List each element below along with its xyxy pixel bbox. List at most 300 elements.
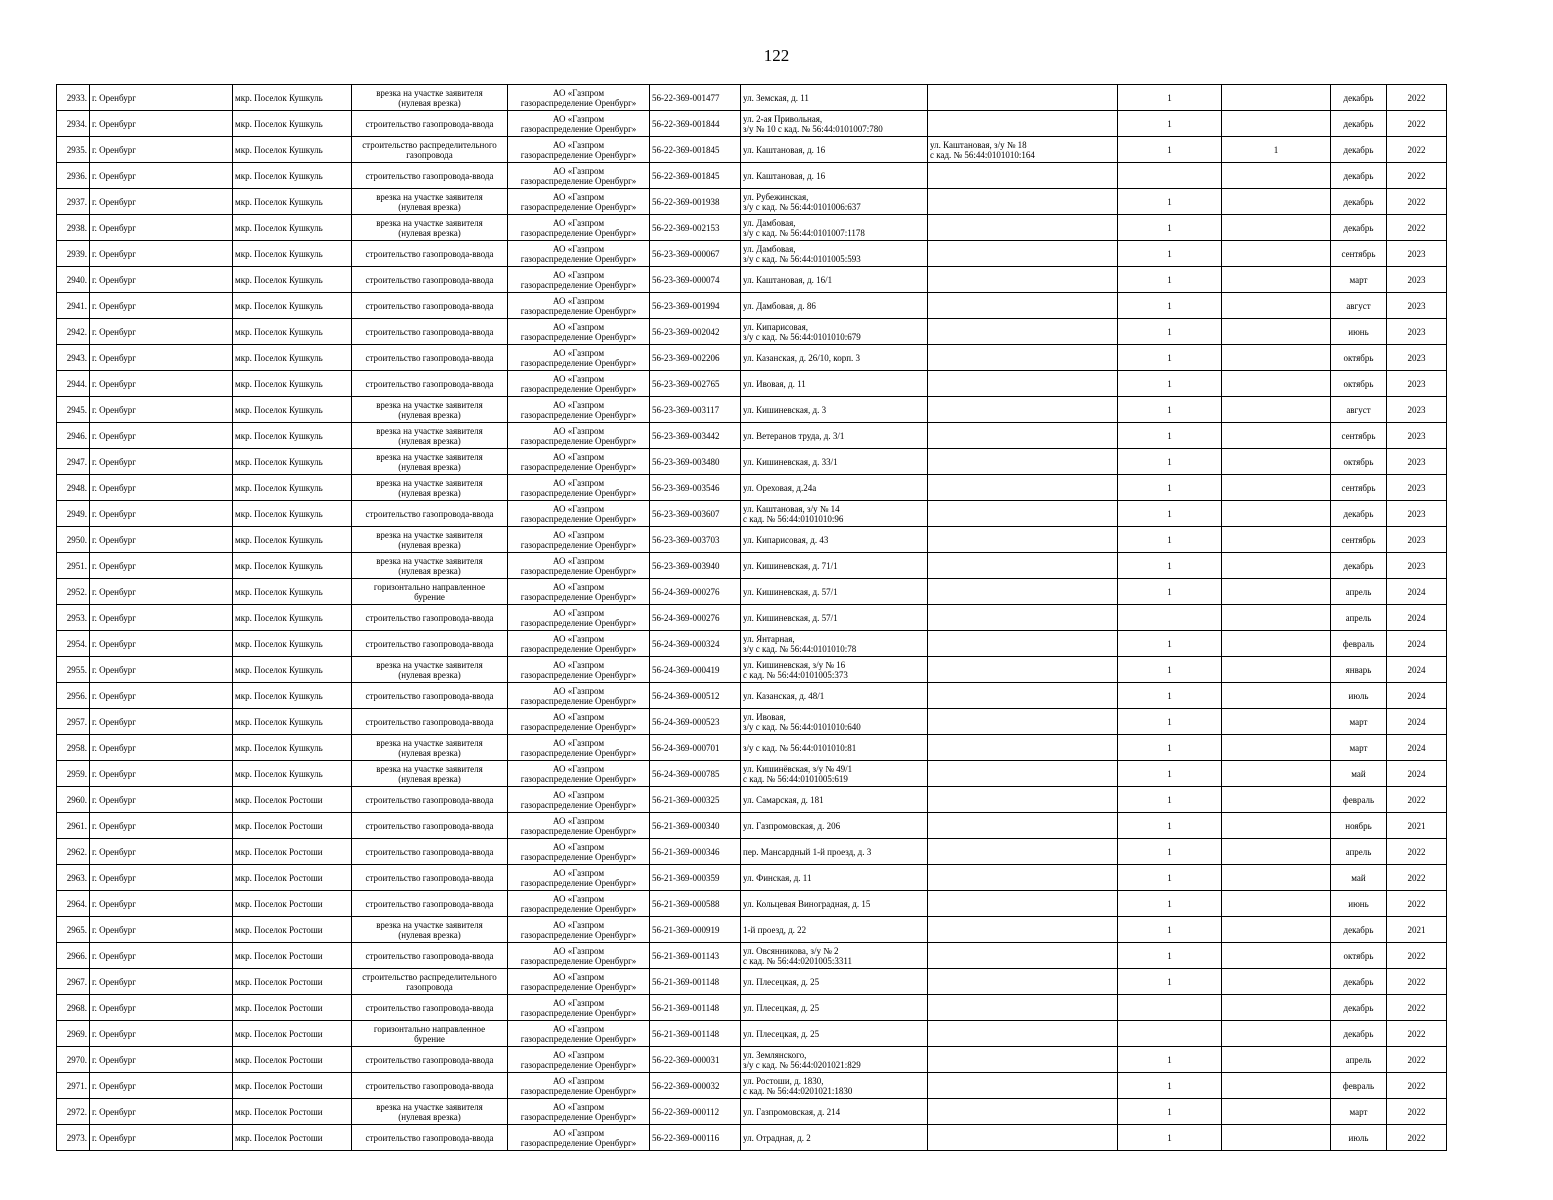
district-cell: мкр. Поселок Ростоши	[233, 891, 352, 917]
month-cell: октябрь	[1331, 449, 1387, 475]
address-cell	[741, 267, 928, 293]
address-cell	[741, 969, 928, 995]
organization-cell-line: АО «Газпром	[552, 945, 605, 956]
request-code-cell: 56-23-369-003480	[650, 449, 741, 475]
request-code-cell: 56-22-369-000112	[650, 1099, 741, 1125]
district-cell: мкр. Поселок Ростоши	[233, 969, 352, 995]
address-cell	[741, 631, 928, 657]
organization-cell-line: АО «Газпром	[552, 451, 605, 462]
address-cell-line: ул. Ростоши, д. 1830,	[743, 1075, 824, 1086]
month-cell: декабрь	[1331, 163, 1387, 189]
address-cell-line: ул. Дамбовая, д. 86	[743, 300, 816, 311]
connected-address-cell	[928, 345, 1118, 371]
organization-cell	[508, 527, 650, 553]
row-number: 2937.	[57, 189, 90, 215]
connected-address-cell	[928, 215, 1118, 241]
quantity-extra-cell	[1222, 345, 1331, 371]
district-cell: мкр. Поселок Кушкуль	[233, 215, 352, 241]
work-type-cell	[352, 371, 508, 397]
organization-cell-line: АО «Газпром	[552, 1049, 605, 1060]
address-cell	[741, 475, 928, 501]
organization-cell-line: АО «Газпром	[552, 633, 605, 644]
request-code-cell: 56-23-369-003940	[650, 553, 741, 579]
quantity-cell: 1	[1118, 1125, 1222, 1151]
district-cell: мкр. Поселок Кушкуль	[233, 371, 352, 397]
table-row	[57, 85, 1447, 111]
address-cell-line: с кад. № 56:44:0201021:1830	[743, 1085, 853, 1096]
request-code-cell: 56-21-369-001143	[650, 943, 741, 969]
address-cell-line: з/у № 10 с кад. № 56:44:0101007:780	[743, 123, 883, 134]
address-cell-line: з/у с кад. № 56:44:0101006:637	[743, 201, 861, 212]
connected-address-cell	[928, 241, 1118, 267]
request-code-cell: 56-24-369-000785	[650, 761, 741, 787]
city-cell: г. Оренбург	[90, 319, 233, 345]
work-type-cell-line: газопровода	[406, 981, 453, 992]
request-code-cell: 56-23-369-002765	[650, 371, 741, 397]
connected-address-cell	[928, 605, 1118, 631]
connected-address-cell	[928, 657, 1118, 683]
district-cell: мкр. Поселок Кушкуль	[233, 163, 352, 189]
year-cell: 2023	[1387, 423, 1447, 449]
organization-cell-line: газораспределение Оренбург»	[520, 357, 637, 368]
organization-cell-line: АО «Газпром	[552, 1101, 605, 1112]
row-number: 2941.	[57, 293, 90, 319]
quantity-extra-cell	[1222, 579, 1331, 605]
row-number: 2940.	[57, 267, 90, 293]
city-cell: г. Оренбург	[90, 709, 233, 735]
quantity-cell: 1	[1118, 85, 1222, 111]
month-cell: апрель	[1331, 839, 1387, 865]
organization-cell	[508, 787, 650, 813]
work-type-cell-line: (нулевая врезка)	[398, 227, 461, 238]
request-code-cell: 56-22-369-000032	[650, 1073, 741, 1099]
city-cell: г. Оренбург	[90, 371, 233, 397]
city-cell: г. Оренбург	[90, 1099, 233, 1125]
quantity-extra-cell	[1222, 215, 1331, 241]
request-code-cell: 56-24-369-000419	[650, 657, 741, 683]
work-type-cell-line: (нулевая врезка)	[398, 487, 461, 498]
address-cell-line: пер. Мансардный 1-й проезд, д. 3	[743, 846, 872, 857]
district-cell: мкр. Поселок Кушкуль	[233, 475, 352, 501]
organization-cell-line: АО «Газпром	[552, 1127, 605, 1138]
organization-cell	[508, 449, 650, 475]
address-cell	[741, 85, 928, 111]
organization-cell-line: АО «Газпром	[552, 711, 605, 722]
year-cell: 2024	[1387, 761, 1447, 787]
city-cell: г. Оренбург	[90, 267, 233, 293]
year-cell: 2022	[1387, 969, 1447, 995]
quantity-extra-cell	[1222, 1125, 1331, 1151]
address-cell	[741, 1047, 928, 1073]
row-number: 2957.	[57, 709, 90, 735]
quantity-cell: 1	[1118, 579, 1222, 605]
quantity-cell: 1	[1118, 1099, 1222, 1125]
connected-address-cell	[928, 163, 1118, 189]
city-cell: г. Оренбург	[90, 345, 233, 371]
address-cell-line: ул. Кольцевая Виноградная, д. 15	[743, 898, 871, 909]
organization-cell	[508, 891, 650, 917]
quantity-extra-cell	[1222, 527, 1331, 553]
address-cell-line: з/у с кад. № 56:44:0101005:593	[743, 253, 861, 264]
year-cell: 2022	[1387, 215, 1447, 241]
connected-address-cell	[928, 579, 1118, 605]
year-cell: 2023	[1387, 345, 1447, 371]
work-type-cell	[352, 345, 508, 371]
district-cell: мкр. Поселок Ростоши	[233, 813, 352, 839]
organization-cell-line: газораспределение Оренбург»	[520, 201, 637, 212]
row-number: 2966.	[57, 943, 90, 969]
row-number: 2946.	[57, 423, 90, 449]
address-cell	[741, 189, 928, 215]
year-cell: 2024	[1387, 683, 1447, 709]
district-cell: мкр. Поселок Кушкуль	[233, 267, 352, 293]
quantity-extra-cell	[1222, 501, 1331, 527]
quantity-extra-cell	[1222, 475, 1331, 501]
organization-cell	[508, 709, 650, 735]
connected-address-cell	[928, 553, 1118, 579]
quantity-cell: 1	[1118, 501, 1222, 527]
row-number: 2954.	[57, 631, 90, 657]
request-code-cell: 56-21-369-001148	[650, 995, 741, 1021]
work-type-cell	[352, 657, 508, 683]
organization-cell-line: газораспределение Оренбург»	[520, 97, 637, 108]
organization-cell-line: АО «Газпром	[552, 971, 605, 982]
year-cell: 2022	[1387, 111, 1447, 137]
quantity-extra-cell	[1222, 423, 1331, 449]
organization-cell-line: газораспределение Оренбург»	[520, 643, 637, 654]
request-code-cell: 56-23-369-002042	[650, 319, 741, 345]
connected-address-cell	[928, 1125, 1118, 1151]
table-row	[57, 293, 1447, 319]
city-cell: г. Оренбург	[90, 813, 233, 839]
connected-address-cell	[928, 1021, 1118, 1047]
address-cell-line: ул. Плесецкая, д. 25	[743, 976, 820, 987]
address-cell-line: ул. Ивовая,	[743, 711, 786, 722]
row-number: 2944.	[57, 371, 90, 397]
organization-cell	[508, 605, 650, 631]
district-cell: мкр. Поселок Кушкуль	[233, 345, 352, 371]
work-type-cell-line: газопровода	[406, 149, 453, 160]
organization-cell-line: газораспределение Оренбург»	[520, 461, 637, 472]
row-number: 2950.	[57, 527, 90, 553]
year-cell: 2023	[1387, 397, 1447, 423]
city-cell: г. Оренбург	[90, 891, 233, 917]
connected-address-cell	[928, 943, 1118, 969]
organization-cell-line: АО «Газпром	[552, 763, 605, 774]
work-type-cell-line: бурение	[414, 591, 445, 602]
district-cell: мкр. Поселок Кушкуль	[233, 241, 352, 267]
organization-cell	[508, 683, 650, 709]
work-type-cell	[352, 995, 508, 1021]
month-cell: декабрь	[1331, 501, 1387, 527]
organization-cell-line: газораспределение Оренбург»	[520, 565, 637, 576]
organization-cell-line: газораспределение Оренбург»	[520, 721, 637, 732]
month-cell: сентябрь	[1331, 475, 1387, 501]
table-row	[57, 579, 1447, 605]
district-cell: мкр. Поселок Ростоши	[233, 995, 352, 1021]
address-cell-line: ул. Каштановая, д. 16/1	[743, 274, 833, 285]
address-cell-line: ул. Каштановая, д. 16	[743, 144, 826, 155]
year-cell: 2023	[1387, 371, 1447, 397]
address-cell-line: ул. Каштановая, д. 16	[743, 170, 826, 181]
year-cell: 2021	[1387, 917, 1447, 943]
work-type-cell	[352, 605, 508, 631]
work-type-cell-line: строительство газопровода-ввода	[365, 950, 494, 961]
organization-cell	[508, 163, 650, 189]
row-number: 2947.	[57, 449, 90, 475]
work-type-cell	[352, 969, 508, 995]
address-cell	[741, 605, 928, 631]
address-cell-line: з/у с кад. № 56:44:0101007:1178	[743, 227, 865, 238]
table-row	[57, 163, 1447, 189]
request-code-cell: 56-21-369-001148	[650, 969, 741, 995]
row-number: 2973.	[57, 1125, 90, 1151]
row-number: 2971.	[57, 1073, 90, 1099]
connected-address-cell	[928, 527, 1118, 553]
row-number: 2938.	[57, 215, 90, 241]
month-cell: сентябрь	[1331, 527, 1387, 553]
organization-cell-line: газораспределение Оренбург»	[520, 123, 637, 134]
table-row	[57, 839, 1447, 865]
page-number: 122	[763, 46, 790, 65]
organization-cell-line: газораспределение Оренбург»	[520, 513, 637, 524]
organization-cell-line: АО «Газпром	[552, 607, 605, 618]
address-cell-line: ул. Кипарисовая, д. 43	[743, 534, 829, 545]
request-code-cell: 56-22-369-001844	[650, 111, 741, 137]
organization-cell	[508, 111, 650, 137]
quantity-extra-cell	[1222, 631, 1331, 657]
work-type-cell-line: строительство газопровода-ввода	[365, 326, 494, 337]
connected-address-cell	[928, 995, 1118, 1021]
quantity-extra-cell	[1222, 241, 1331, 267]
address-cell-line: ул. Янтарная,	[743, 633, 795, 644]
work-type-cell-line: строительство газопровода-ввода	[365, 378, 494, 389]
work-type-cell-line: строительство газопровода-ввода	[365, 872, 494, 883]
table-row	[57, 423, 1447, 449]
table-row	[57, 189, 1447, 215]
row-number: 2961.	[57, 813, 90, 839]
work-type-cell-line: врезка на участке заявителя	[376, 737, 483, 748]
year-cell: 2024	[1387, 631, 1447, 657]
month-cell: декабрь	[1331, 189, 1387, 215]
quantity-extra-cell	[1222, 1021, 1331, 1047]
table-row	[57, 865, 1447, 891]
year-cell: 2022	[1387, 839, 1447, 865]
request-code-cell: 56-21-369-000340	[650, 813, 741, 839]
connected-address-cell	[928, 423, 1118, 449]
work-type-cell-line: врезка на участке заявителя	[376, 191, 483, 202]
month-cell: сентябрь	[1331, 423, 1387, 449]
address-cell-line: ул. Кишиневская, д. 57/1	[743, 586, 838, 597]
row-number: 2934.	[57, 111, 90, 137]
quantity-cell: 1	[1118, 1073, 1222, 1099]
address-cell	[741, 293, 928, 319]
organization-cell	[508, 423, 650, 449]
organization-cell-line: АО «Газпром	[552, 529, 605, 540]
request-code-cell: 56-24-369-000523	[650, 709, 741, 735]
row-number: 2972.	[57, 1099, 90, 1125]
organization-cell	[508, 215, 650, 241]
address-cell	[741, 709, 928, 735]
city-cell: г. Оренбург	[90, 657, 233, 683]
registry-table-body	[57, 85, 1447, 1151]
work-type-cell	[352, 267, 508, 293]
organization-cell-line: газораспределение Оренбург»	[520, 1085, 637, 1096]
connected-address-cell	[928, 85, 1118, 111]
row-number: 2951.	[57, 553, 90, 579]
row-number: 2964.	[57, 891, 90, 917]
quantity-cell: 1	[1118, 657, 1222, 683]
request-code-cell: 56-21-369-000325	[650, 787, 741, 813]
quantity-extra-cell	[1222, 969, 1331, 995]
month-cell: август	[1331, 397, 1387, 423]
organization-cell-line: газораспределение Оренбург»	[520, 279, 637, 290]
request-code-cell: 56-24-369-000324	[650, 631, 741, 657]
year-cell: 2022	[1387, 865, 1447, 891]
organization-cell	[508, 735, 650, 761]
organization-cell-line: АО «Газпром	[552, 477, 605, 488]
table-row	[57, 657, 1447, 683]
month-cell: декабрь	[1331, 85, 1387, 111]
table-row	[57, 111, 1447, 137]
work-type-cell	[352, 163, 508, 189]
row-number: 2958.	[57, 735, 90, 761]
district-cell: мкр. Поселок Кушкуль	[233, 553, 352, 579]
request-code-cell: 56-23-369-001994	[650, 293, 741, 319]
quantity-cell: 1	[1118, 1047, 1222, 1073]
month-cell: август	[1331, 293, 1387, 319]
quantity-extra-cell	[1222, 1073, 1331, 1099]
month-cell: июнь	[1331, 891, 1387, 917]
work-type-cell-line: строительство газопровода-ввода	[365, 846, 494, 857]
address-cell	[741, 423, 928, 449]
work-type-cell-line: (нулевая врезка)	[398, 201, 461, 212]
request-code-cell: 56-24-369-000512	[650, 683, 741, 709]
organization-cell	[508, 267, 650, 293]
address-cell-line: з/у с кад. № 56:44:0101010:640	[743, 721, 861, 732]
table-row	[57, 527, 1447, 553]
city-cell: г. Оренбург	[90, 865, 233, 891]
work-type-cell	[352, 865, 508, 891]
connected-address-cell	[928, 111, 1118, 137]
row-number: 2943.	[57, 345, 90, 371]
row-number: 2955.	[57, 657, 90, 683]
quantity-cell: 1	[1118, 319, 1222, 345]
organization-cell-line: АО «Газпром	[552, 737, 605, 748]
work-type-cell	[352, 293, 508, 319]
table-row	[57, 267, 1447, 293]
work-type-cell	[352, 501, 508, 527]
quantity-cell: 1	[1118, 943, 1222, 969]
city-cell: г. Оренбург	[90, 215, 233, 241]
table-row	[57, 345, 1447, 371]
organization-cell-line: АО «Газпром	[552, 919, 605, 930]
organization-cell-line: газораспределение Оренбург»	[520, 1007, 637, 1018]
address-cell-line: ул. Казанская, д. 26/10, корп. 3	[743, 352, 861, 363]
connected-address-cell	[928, 917, 1118, 943]
work-type-cell	[352, 761, 508, 787]
quantity-extra-cell	[1222, 1047, 1331, 1073]
connected-address-cell	[928, 839, 1118, 865]
organization-cell	[508, 345, 650, 371]
organization-cell	[508, 293, 650, 319]
row-number: 2952.	[57, 579, 90, 605]
connected-address-cell	[928, 735, 1118, 761]
month-cell: май	[1331, 865, 1387, 891]
month-cell: декабрь	[1331, 111, 1387, 137]
organization-cell-line: газораспределение Оренбург»	[520, 929, 637, 940]
quantity-cell: 1	[1118, 527, 1222, 553]
table-row	[57, 1047, 1447, 1073]
district-cell: мкр. Поселок Кушкуль	[233, 657, 352, 683]
address-cell-line: ул. Кишиневская, д. 33/1	[743, 456, 838, 467]
year-cell: 2022	[1387, 1021, 1447, 1047]
month-cell: сентябрь	[1331, 241, 1387, 267]
organization-cell	[508, 137, 650, 163]
organization-cell	[508, 501, 650, 527]
organization-cell	[508, 475, 650, 501]
month-cell: октябрь	[1331, 943, 1387, 969]
table-row	[57, 683, 1447, 709]
address-cell	[741, 319, 928, 345]
district-cell: мкр. Поселок Кушкуль	[233, 85, 352, 111]
year-cell: 2022	[1387, 189, 1447, 215]
address-cell	[741, 371, 928, 397]
organization-cell-line: газораспределение Оренбург»	[520, 487, 637, 498]
district-cell: мкр. Поселок Кушкуль	[233, 293, 352, 319]
address-cell	[741, 1125, 928, 1151]
address-cell	[741, 1021, 928, 1047]
organization-cell-line: АО «Газпром	[552, 581, 605, 592]
work-type-cell	[352, 683, 508, 709]
address-cell-line: с кад. № 56:44:0201005:3311	[743, 955, 853, 966]
organization-cell	[508, 579, 650, 605]
quantity-cell: 1	[1118, 553, 1222, 579]
table-row	[57, 631, 1447, 657]
work-type-cell-line: (нулевая врезка)	[398, 747, 461, 758]
address-cell-line: з/у с кад. № 56:44:0201021:829	[743, 1059, 861, 1070]
city-cell: г. Оренбург	[90, 969, 233, 995]
organization-cell-line: АО «Газпром	[552, 399, 605, 410]
connected-address-cell	[928, 475, 1118, 501]
quantity-extra-cell	[1222, 319, 1331, 345]
city-cell: г. Оренбург	[90, 605, 233, 631]
organization-cell-line: АО «Газпром	[552, 269, 605, 280]
connected-address-cell	[928, 293, 1118, 319]
city-cell: г. Оренбург	[90, 787, 233, 813]
organization-cell-line: газораспределение Оренбург»	[520, 695, 637, 706]
work-type-cell	[352, 241, 508, 267]
month-cell: ноябрь	[1331, 813, 1387, 839]
table-row	[57, 553, 1447, 579]
district-cell: мкр. Поселок Кушкуль	[233, 709, 352, 735]
quantity-extra-cell	[1222, 553, 1331, 579]
row-number: 2968.	[57, 995, 90, 1021]
quantity-cell: 1	[1118, 787, 1222, 813]
organization-cell-line: АО «Газпром	[552, 87, 605, 98]
quantity-cell: 1	[1118, 683, 1222, 709]
organization-cell-line: газораспределение Оренбург»	[520, 227, 637, 238]
organization-cell-line: АО «Газпром	[552, 503, 605, 514]
organization-cell-line: АО «Газпром	[552, 815, 605, 826]
quantity-cell: 1	[1118, 241, 1222, 267]
table-row	[57, 813, 1447, 839]
connected-address-cell	[928, 969, 1118, 995]
city-cell: г. Оренбург	[90, 241, 233, 267]
month-cell: февраль	[1331, 1073, 1387, 1099]
quantity-cell: 1	[1118, 891, 1222, 917]
quantity-cell: 1	[1118, 917, 1222, 943]
